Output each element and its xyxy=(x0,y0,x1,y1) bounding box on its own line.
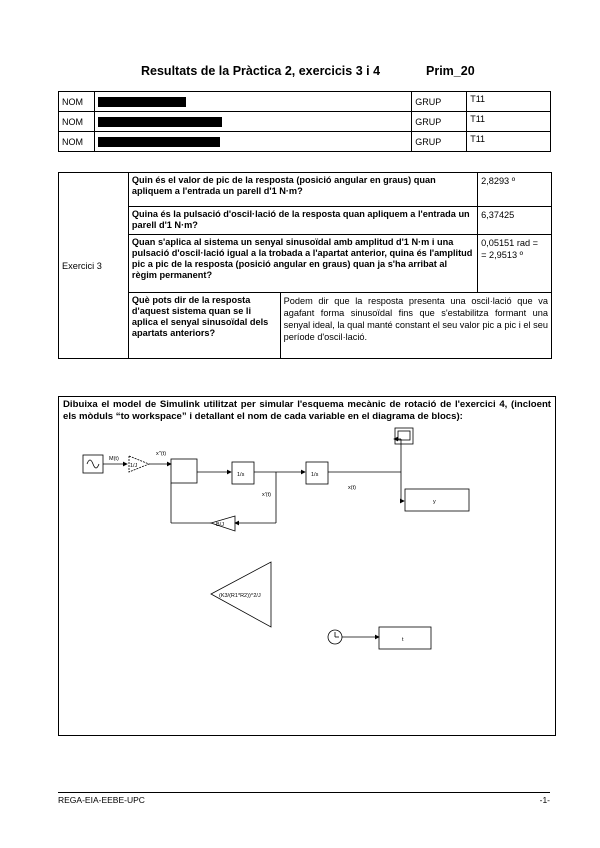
member-row xyxy=(59,92,551,112)
answer-2: 6,37425 xyxy=(478,207,552,235)
footer xyxy=(58,792,550,805)
out-y-label: y xyxy=(433,499,436,505)
redacted-name xyxy=(98,97,186,107)
question-1: Quin és el valor de pic de la resposta (posició angular en graus) quan apliquem a l'entrada un parell d'1 N·m? xyxy=(128,173,477,207)
title-code: Prim_20 xyxy=(426,64,475,78)
member-row xyxy=(59,132,551,152)
answer-3-line1: 0,05151 rad = xyxy=(481,238,539,248)
grup-value: T11 xyxy=(467,132,551,152)
int1-label: 1/s xyxy=(237,472,245,478)
sum-block xyxy=(171,459,197,483)
gain1-label: 1/J xyxy=(130,463,138,469)
to-workspace-y xyxy=(405,489,469,511)
footer-left: REGA-EIA-EEBE-UPC xyxy=(58,795,145,805)
member-row xyxy=(59,112,551,132)
answer-1: 2,8293 º xyxy=(478,173,552,207)
questions-table xyxy=(58,172,552,359)
title-text: Resultats de la Pràctica 2, exercicis 3 i 4 xyxy=(141,64,381,78)
pos-label: x(t) xyxy=(348,485,356,491)
nom-label: NOM xyxy=(59,92,95,112)
int2-label: 1/s xyxy=(311,472,319,478)
nom-label: NOM xyxy=(59,112,95,132)
accel-label: x''(t) xyxy=(156,451,167,457)
grup-label: GRUP xyxy=(412,112,467,132)
grup-value: T11 xyxy=(467,112,551,132)
gain-k-label: (K3/(R1*R2))^2/J xyxy=(219,593,261,599)
grup-value: T11 xyxy=(467,92,551,112)
vel-label: x'(t) xyxy=(262,492,271,498)
question-4: Què pots dir de la resposta d'aquest sistema quan se li aplica el senyal sinusoïdal dels apartats anteriors? xyxy=(128,293,280,359)
nom-value xyxy=(94,92,411,112)
input-signal-label: M(t) xyxy=(109,456,119,462)
question-3: Quan s'aplica al sistema un senyal sinusoïdal amb amplitud d'1 N·m i una pulsació d'oscil·lació igual a la trobada a l'apartat anterior, quina és l'amplitud pic a pic de la resposta (posició angular en graus) quan ja s'ha arribat al règim permanent? xyxy=(128,235,477,293)
exercise-label: Exercici 3 xyxy=(59,173,129,359)
grup-label: GRUP xyxy=(412,132,467,152)
nom-value xyxy=(94,112,411,132)
to-workspace-t xyxy=(379,627,431,649)
answer-3 xyxy=(478,235,552,293)
nom-label: NOM xyxy=(59,132,95,152)
members-table xyxy=(58,91,551,152)
out-t-label: t xyxy=(402,637,404,643)
answer-3-line2: = 2,9513 º xyxy=(481,250,523,260)
question-2: Quina és la pulsació d'oscil·lació de la resposta quan apliquem a l'entrada un parell d'1 N·m? xyxy=(128,207,477,235)
simulink-box xyxy=(58,396,556,736)
page-number: -1- xyxy=(539,795,550,805)
redacted-name xyxy=(98,137,220,147)
simulink-instruction: Dibuixa el model de Simulink utilitzat per simular l'esquema mecànic de rotació de l'exercici 4, (incloent els mòduls “to workspace” i detallant el nom de cada variable en el diagrama de blocs): xyxy=(63,399,551,422)
redacted-name xyxy=(98,117,222,127)
answer-4: Podem dir que la resposta presenta una oscil·lació que va agafant forma sinusoïdal fins que s'estabilitza formant una senyal ideal, la qual manté constant el seu valor pic a pic i el seu període d'oscil·lació. xyxy=(280,293,551,359)
sine-wave-icon xyxy=(87,460,99,468)
simulink-diagram xyxy=(59,397,555,735)
nom-value xyxy=(94,132,411,152)
gain-b-label: B/J xyxy=(216,522,224,528)
grup-label: GRUP xyxy=(412,92,467,112)
